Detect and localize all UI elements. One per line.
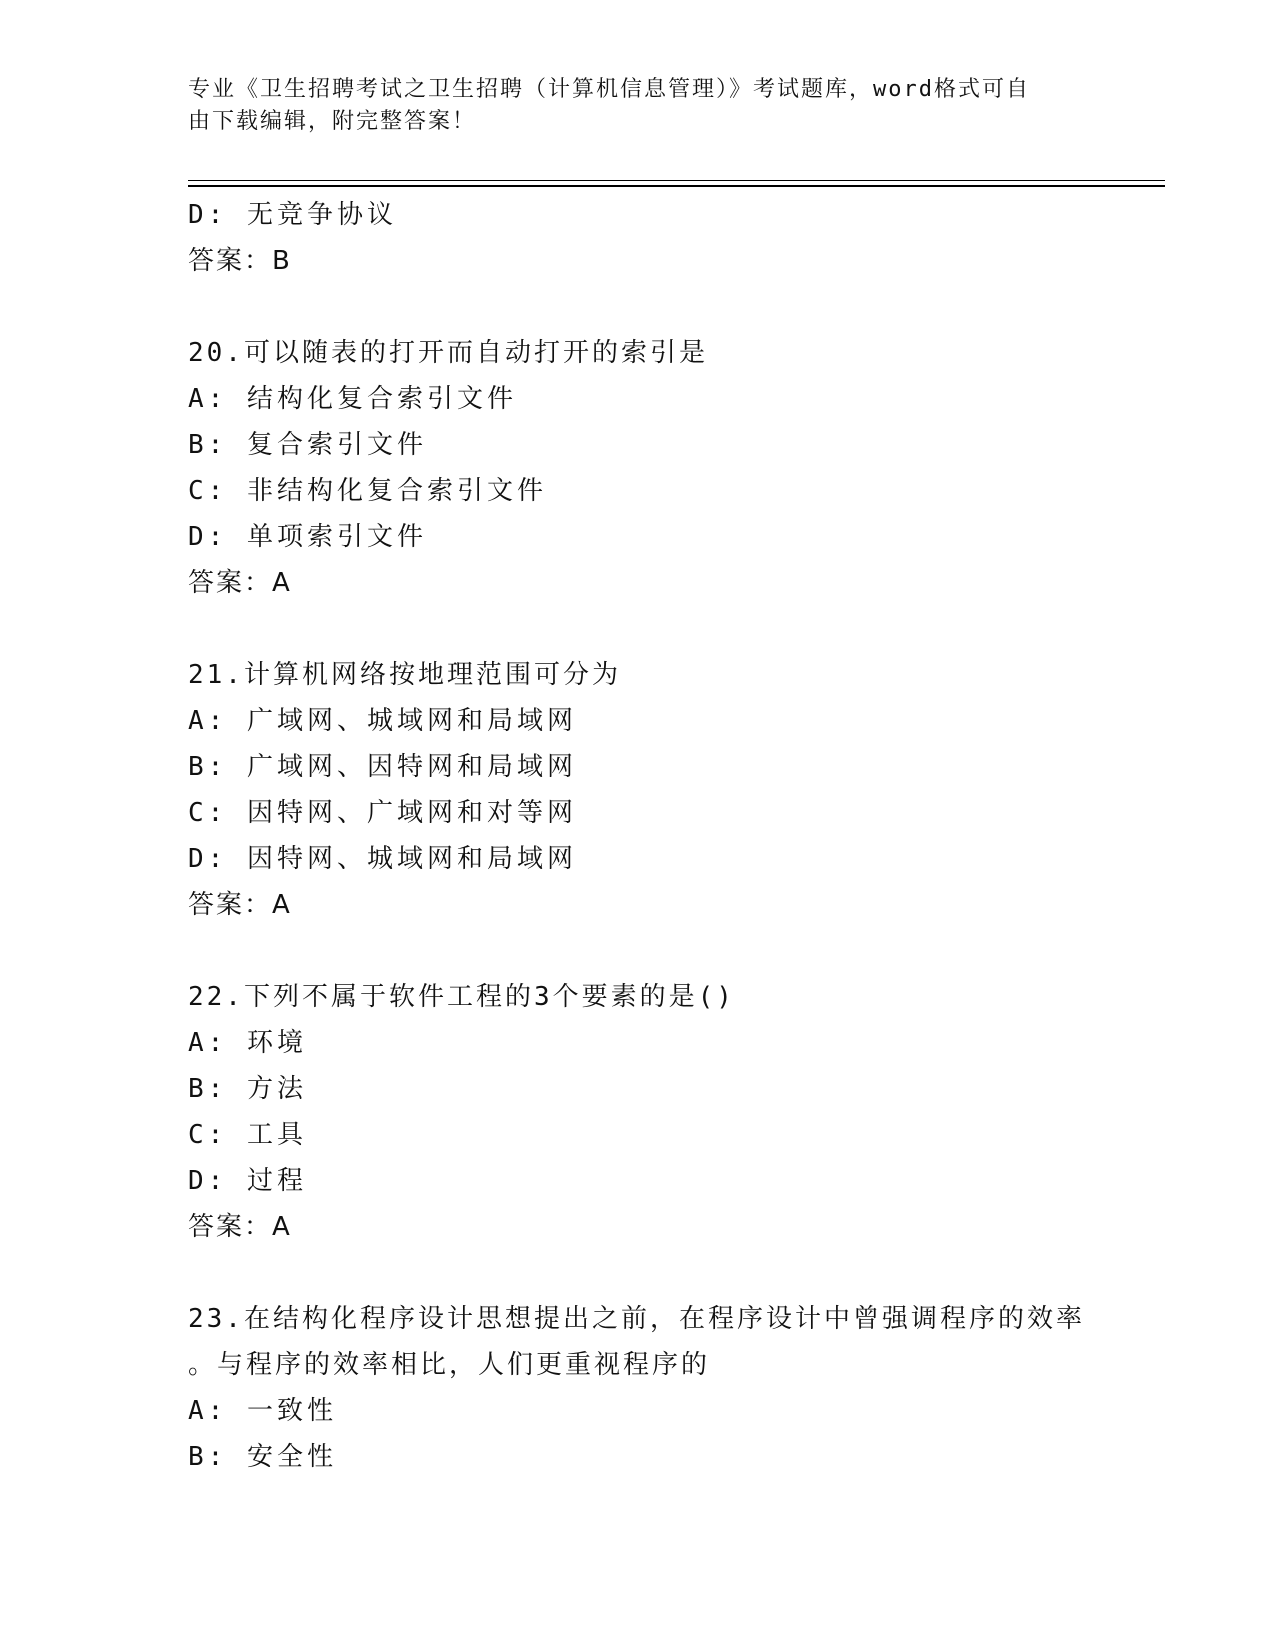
option-a: A: 结构化复合索引文件: [188, 384, 517, 414]
question-title-line-1: 23.在结构化程序设计思想提出之前，在程序设计中曾强调程序的效率: [188, 1304, 1085, 1334]
option-c: C: 因特网、广域网和对等网: [188, 798, 577, 828]
option-d: D: 过程: [188, 1166, 307, 1196]
prev-answer: 答案：B: [188, 246, 292, 276]
header-divider-thin: [188, 180, 1165, 181]
question-21: [188, 652, 1088, 928]
question-title: 22.下列不属于软件工程的3个要素的是(): [188, 982, 735, 1012]
option-c: C: 工具: [188, 1120, 307, 1150]
option-a: A: 环境: [188, 1028, 307, 1058]
option-a: A: 一致性: [188, 1396, 337, 1426]
option-b: B: 复合索引文件: [188, 430, 427, 460]
question-title: 21.计算机网络按地理范围可分为: [188, 660, 621, 690]
option-b: B: 广域网、因特网和局域网: [188, 752, 577, 782]
option-d: D: 因特网、城域网和局域网: [188, 844, 577, 874]
document-header: [188, 74, 1068, 138]
question-title: 20.可以随表的打开而自动打开的索引是: [188, 338, 708, 368]
question-list: [188, 192, 1088, 1480]
option-c: C: 非结构化复合索引文件: [188, 476, 547, 506]
option-b: B: 方法: [188, 1074, 307, 1104]
answer: 答案：A: [188, 1212, 292, 1242]
question-23: [188, 1296, 1088, 1480]
option-a: A: 广域网、城域网和局域网: [188, 706, 577, 736]
option-d: D: 单项索引文件: [188, 522, 427, 552]
prev-option-d: D: 无竞争协议: [188, 200, 397, 230]
header-line-2: 由下载编辑，附完整答案！: [188, 109, 477, 134]
header-line-1: 专业《卫生招聘考试之卫生招聘（计算机信息管理）》考试题库，word格式可自: [188, 77, 1030, 102]
answer: 答案：A: [188, 890, 292, 920]
question-20: [188, 330, 1088, 606]
question-22: [188, 974, 1088, 1250]
header-divider-thick: [188, 185, 1165, 187]
answer: 答案：A: [188, 568, 292, 598]
option-b: B: 安全性: [188, 1442, 337, 1472]
question-title-line-2: 。与程序的效率相比，人们更重视程序的: [188, 1350, 711, 1380]
